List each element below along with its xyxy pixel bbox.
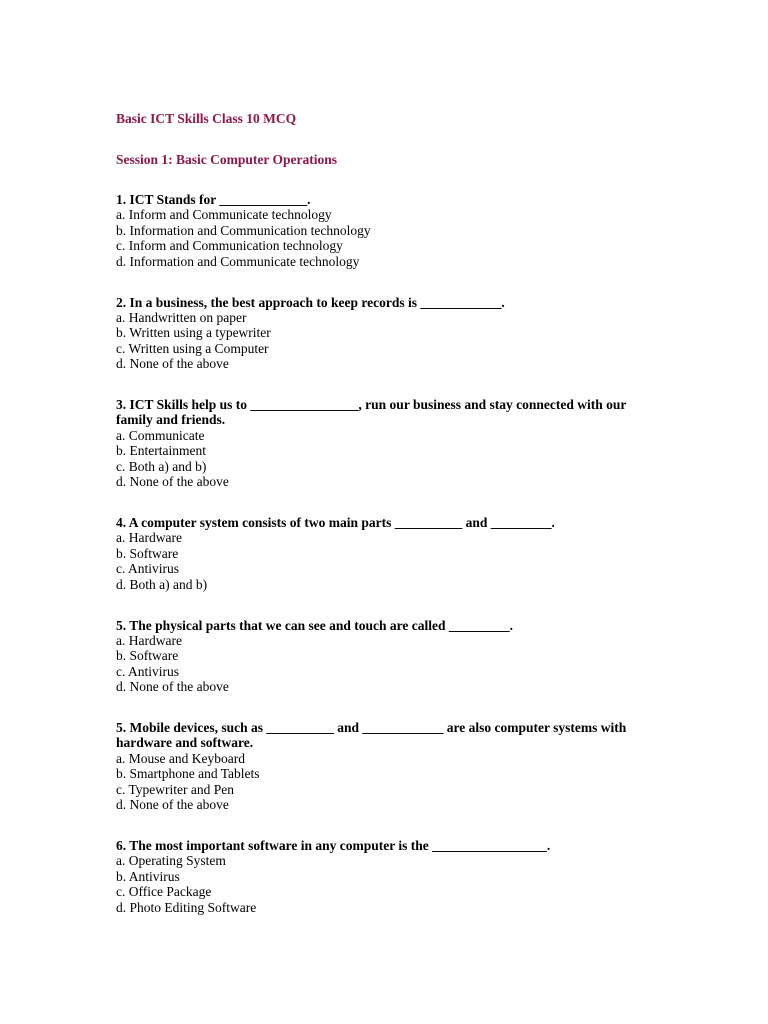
option-c: c. Antivirus <box>116 561 179 577</box>
question-text: 2. In a business, the best approach to keep records is ____________. <box>116 294 505 310</box>
question-text: 5. Mobile devices, such as __________ and ____________ are also computer systems with hardware and software. <box>116 720 627 751</box>
question-4 <box>116 515 656 592</box>
question-7 <box>116 838 656 915</box>
option-list <box>116 530 656 592</box>
option-a: a. Handwritten on paper <box>116 309 247 325</box>
option-a: a. Inform and Communicate technology <box>116 207 332 223</box>
option-b: b. Written using a typewriter <box>116 325 271 341</box>
question-6 <box>116 720 656 812</box>
session-title: Session 1: Basic Computer Operations <box>116 152 338 167</box>
question-text: 4. A computer system consists of two main parts __________ and _________. <box>116 515 555 530</box>
question-text: 6. The most important software in any computer is the _________________. <box>116 838 551 853</box>
option-d: d. None of the above <box>116 797 229 813</box>
question-2 <box>116 295 656 372</box>
question-text: 5. The physical parts that we can see and touch are called _________. <box>116 617 514 633</box>
option-list <box>116 428 656 490</box>
option-list <box>116 633 656 695</box>
option-c: c. Office Package <box>116 884 212 900</box>
option-a: a. Operating System <box>116 853 226 869</box>
option-c: c. Written using a Computer <box>116 340 269 356</box>
option-list <box>116 207 656 269</box>
option-c: c. Antivirus <box>116 663 179 679</box>
option-a: a. Communicate <box>116 427 205 443</box>
option-b: b. Software <box>116 648 179 664</box>
option-d: d. Both a) and b) <box>116 576 208 592</box>
option-b: b. Information and Communication technology <box>116 222 371 238</box>
option-list <box>116 751 656 813</box>
option-d: d. None of the above <box>116 474 229 490</box>
option-d: d. Information and Communicate technology <box>116 253 360 269</box>
option-list <box>116 310 656 372</box>
option-b: b. Software <box>116 545 179 561</box>
option-c: c. Inform and Communication technology <box>116 238 343 254</box>
option-a: a. Mouse and Keyboard <box>116 750 245 766</box>
question-text: 3. ICT Skills help us to ________________, run our business and stay connected with our family and friends. <box>116 397 627 428</box>
option-d: d. Photo Editing Software <box>116 899 257 915</box>
option-c: c. Typewriter and Pen <box>116 781 235 797</box>
question-3 <box>116 397 656 489</box>
option-a: a. Hardware <box>116 530 182 546</box>
option-d: d. None of the above <box>116 679 229 695</box>
option-b: b. Entertainment <box>116 443 206 459</box>
option-c: c. Both a) and b) <box>116 458 207 474</box>
option-a: a. Hardware <box>116 632 182 648</box>
document-title: Basic ICT Skills Class 10 MCQ <box>116 111 297 126</box>
option-list <box>116 853 656 915</box>
option-b: b. Smartphone and Tablets <box>116 766 260 782</box>
option-b: b. Antivirus <box>116 868 180 884</box>
option-d: d. None of the above <box>116 356 229 372</box>
question-1 <box>116 192 656 269</box>
question-text: 1. ICT Stands for _____________. <box>116 192 311 207</box>
question-5 <box>116 618 656 695</box>
document-page <box>116 110 656 941</box>
